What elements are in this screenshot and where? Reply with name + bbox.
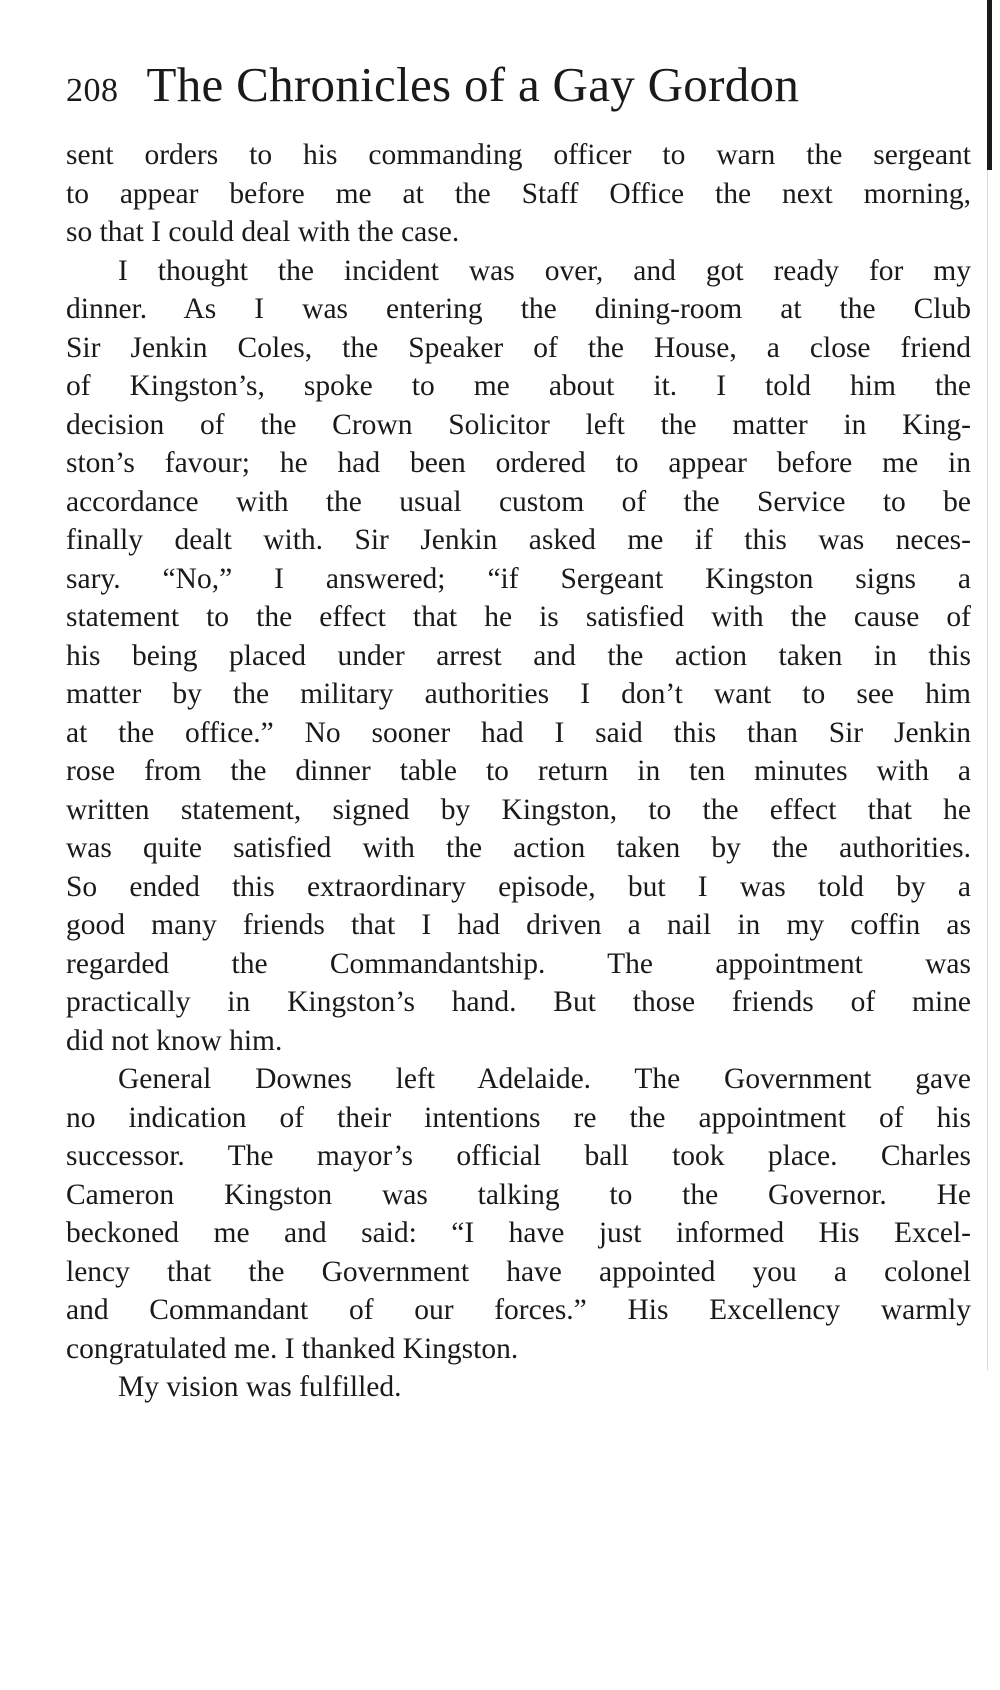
text-line: sent orders to his commanding officer to warn the sergeant [66, 139, 971, 171]
text-line: regarded the Commandantship. The appointment was [66, 947, 971, 980]
paragraph-first-line: General Downes left Adelaide. The Government gave [118, 1063, 971, 1095]
text-line: Sir Jenkin Coles, the Speaker of the House, a close friend [66, 331, 971, 364]
text-line: so that I could deal with the case. [66, 216, 460, 248]
text-line: Cameron Kingston was talking to the Governor. He [66, 1178, 971, 1211]
text-line: lency that the Government have appointed you a colonel [66, 1255, 971, 1288]
text-line: was quite satisfied with the action taken by the authorities. [66, 832, 971, 864]
text-line: rose from the dinner table to return in ten minutes with a [66, 755, 971, 787]
page-edge-rule [987, 0, 992, 170]
text-line: dinner. As I was entering the dining-room at the Club [66, 293, 971, 325]
text-line: ston’s favour; he had been ordered to appear before me in [66, 447, 971, 479]
running-header [66, 56, 936, 126]
text-line: no indication of their intentions re the appointment of his [66, 1101, 971, 1134]
body-text [66, 136, 971, 1407]
text-line: statement to the effect that he is satisfied with the cause of [66, 601, 971, 633]
running-title: The Chronicles of a Gay Gordon [146, 57, 800, 112]
text-line: decision of the Crown Solicitor left the matter in King- [66, 408, 971, 441]
text-line: matter by the military authorities I don’t want to see him [66, 678, 971, 710]
page-gutter-shadow [987, 170, 988, 1370]
text-line: successor. The mayor’s official ball took place. Charles [66, 1140, 971, 1172]
text-line: did not know him. [66, 1024, 283, 1057]
text-line: his being placed under arrest and the action taken in this [66, 639, 971, 672]
text-line: to appear before me at the Staff Office the next morning, [66, 177, 971, 210]
text-line: accordance with the usual custom of the Service to be [66, 485, 971, 518]
text-line: practically in Kingston’s hand. But those friends of mine [66, 986, 971, 1018]
text-line: good many friends that I had driven a nail in my coffin as [66, 909, 971, 941]
text-line: sary. “No,” I answered; “if Sergeant Kingston signs a [66, 562, 971, 595]
text-line: congratulated me. I thanked Kingston. [66, 1332, 519, 1365]
text-line: So ended this extraordinary episode, but I was told by a [66, 870, 971, 903]
text-line: beckoned me and said: “I have just informed His Excel- [66, 1217, 971, 1249]
text-line: finally dealt with. Sir Jenkin asked me if this was neces- [66, 524, 971, 556]
paragraph-first-line: My vision was fulfilled. [118, 1371, 402, 1403]
text-line: at the office.” No sooner had I said this than Sir Jenkin [66, 716, 971, 749]
page-number: 208 [66, 72, 119, 109]
text-line: of Kingston’s, spoke to me about it. I told him the [66, 370, 971, 402]
paragraph-first-line: I thought the incident was over, and got ready for my [118, 254, 971, 287]
text-line: and Commandant of our forces.” His Excellency warmly [66, 1294, 971, 1326]
text-line: written statement, signed by Kingston, to the effect that he [66, 793, 971, 826]
